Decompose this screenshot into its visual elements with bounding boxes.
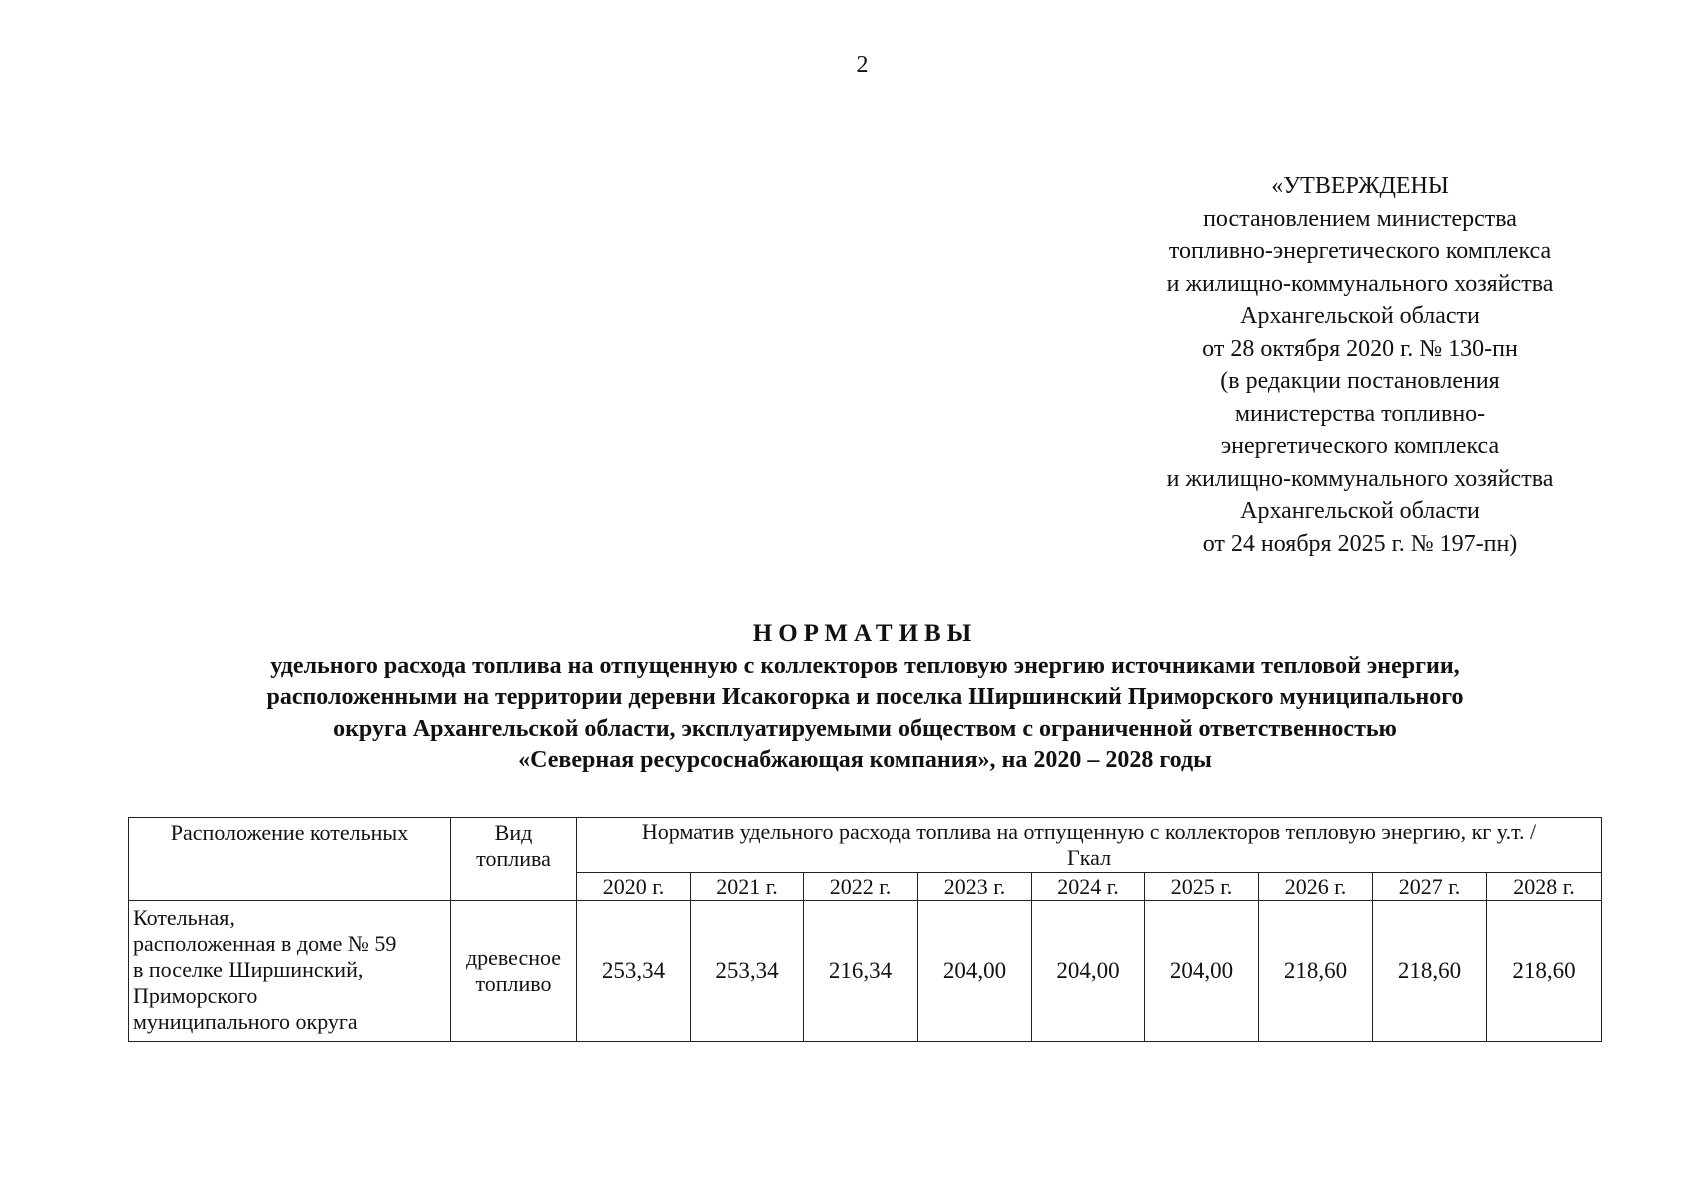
heading-line: удельного расхода топлива на отпущенную с коллекторов тепловую энергию источниками тепловой энергии, [270, 652, 1460, 679]
page-number: 2 [856, 52, 869, 78]
value-cell: 204,00 [1032, 901, 1145, 1042]
header-norm: Норматив удельного расхода топлива на отпущенную с коллекторов тепловую энергию, кг у.т. /Гкал [577, 818, 1602, 873]
year-header: 2024 г. [1032, 873, 1145, 901]
approval-block [1120, 170, 1600, 560]
value-cell: 218,60 [1487, 901, 1602, 1042]
value-cell: 253,34 [691, 901, 804, 1042]
norms-table [128, 817, 1602, 1042]
approval-line: и жилищно-коммунального хозяйства [1166, 465, 1554, 492]
header-row [129, 818, 1602, 873]
approval-line: от 28 октября 2020 г. № 130-пн [1202, 335, 1518, 362]
location-line: Приморского [133, 983, 258, 1008]
approval-line: и жилищно-коммунального хозяйства [1166, 270, 1554, 297]
approval-line: от 24 ноября 2025 г. № 197-пн) [1202, 530, 1518, 557]
fuel-cell: древесное топливо [451, 901, 577, 1042]
approval-line: постановлением министерства [1203, 205, 1517, 232]
header-fuel: Вид топлива [451, 818, 577, 901]
location-line: Котельная, [133, 905, 235, 930]
year-header: 2026 г. [1259, 873, 1373, 901]
heading-line: округа Архангельской области, эксплуатируемыми обществом с ограниченной ответственностью [333, 715, 1397, 742]
approval-line: «УТВЕРЖДЕНЫ [1271, 173, 1449, 199]
location-cell [129, 901, 451, 1042]
year-header: 2028 г. [1487, 873, 1602, 901]
year-header: 2025 г. [1145, 873, 1259, 901]
value-cell: 218,60 [1259, 901, 1373, 1042]
document-title: НОРМАТИВЫ [752, 620, 978, 647]
value-cell: 204,00 [918, 901, 1032, 1042]
approval-line: министерства топливно- [1234, 400, 1486, 427]
value-cell: 218,60 [1373, 901, 1487, 1042]
value-cell: 204,00 [1145, 901, 1259, 1042]
value-cell: 253,34 [577, 901, 691, 1042]
approval-line: (в редакции постановления [1220, 368, 1500, 394]
year-header: 2022 г. [804, 873, 918, 901]
heading-line: «Северная ресурсоснабжающая компания», на 2020 – 2028 годы [518, 747, 1212, 773]
heading-line: расположенными на территории деревни Исакогорка и поселка Ширшинский Приморского муниципального [266, 684, 1464, 710]
table-row [129, 901, 1602, 1042]
approval-line: Архангельской области [1240, 303, 1480, 329]
value-cell: 216,34 [804, 901, 918, 1042]
document-heading [100, 618, 1630, 777]
location-line: муниципального округа [133, 1009, 358, 1034]
year-header: 2021 г. [691, 873, 804, 901]
approval-line: топливно-энергетического комплекса [1168, 238, 1552, 264]
year-header: 2023 г. [918, 873, 1032, 901]
header-location: Расположение котельных [129, 818, 451, 901]
location-line: расположенная в доме № 59 [133, 931, 397, 956]
year-header: 2020 г. [577, 873, 691, 901]
location-line: в поселке Ширшинский, [133, 957, 364, 982]
year-header: 2027 г. [1373, 873, 1487, 901]
approval-line: энергетического комплекса [1220, 433, 1500, 459]
approval-line: Архангельской области [1240, 498, 1480, 524]
